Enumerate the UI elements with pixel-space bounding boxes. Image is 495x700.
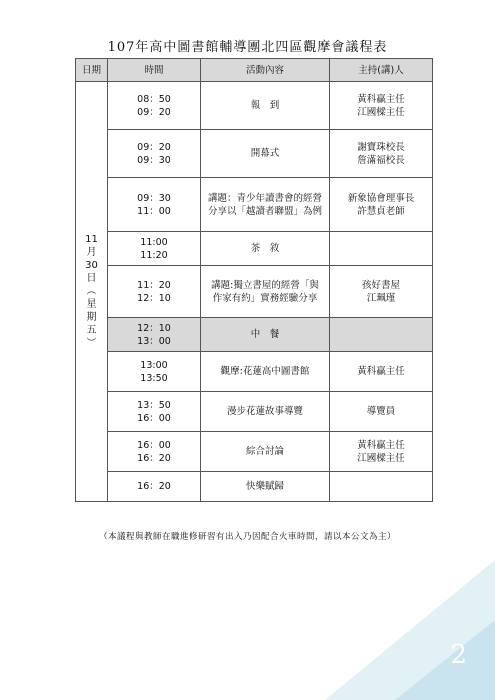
schedule-table (75, 58, 433, 502)
activity-cell: 講題:獨立書屋的經營「與 作家有約」實務經驗分享 (201, 266, 330, 318)
date-char: 日 (86, 273, 97, 284)
date-char: ︵ (86, 286, 97, 297)
table-row (76, 178, 433, 232)
host-cell: 黃科贏主任 江國樑主任 (330, 82, 433, 130)
header-host: 主持(講)人 (330, 59, 433, 82)
date-char: 期 (86, 312, 97, 323)
host-cell: 新象協會理事長 許慧貞老師 (330, 178, 433, 232)
page-number: 2 (450, 640, 467, 670)
time-cell: 16：00 16：20 (108, 432, 201, 472)
table-row (76, 82, 433, 130)
date-char: 30 (85, 260, 98, 271)
host-cell: 黃科贏主任 江國樑主任 (330, 432, 433, 472)
host-cell (330, 318, 433, 352)
activity-cell: 講題：青少年讀書會的經營 分享以「越讀者聯盟」為例 (201, 178, 330, 232)
time-cell: 12：10 13：00 (108, 318, 201, 352)
host-cell: 黃科贏主任 (330, 352, 433, 392)
time-cell: 13：50 16：00 (108, 392, 201, 432)
schedule-body (76, 82, 433, 502)
date-cell (76, 82, 108, 502)
table-row (76, 352, 433, 392)
time-cell: 11：20 12：10 (108, 266, 201, 318)
activity-cell: 報 到 (201, 82, 330, 130)
header-time: 時間 (108, 59, 201, 82)
activity-cell: 觀摩:花蓮高中圖書館 (201, 352, 330, 392)
activity-cell: 開幕式 (201, 130, 330, 178)
date-char: 月 (86, 247, 97, 258)
date-char: 五 (86, 325, 97, 336)
activity-cell: 綜合討論 (201, 432, 330, 472)
page-title: 107年高中圖書館輔導團北四區觀摩會議程表 (107, 40, 388, 55)
host-cell (330, 472, 433, 502)
table-row (76, 392, 433, 432)
time-cell: 13:00 13:50 (108, 352, 201, 392)
date-char: 11 (85, 234, 98, 245)
activity-cell: 漫步花蓮故事導覽 (201, 392, 330, 432)
time-cell: 09：30 11：00 (108, 178, 201, 232)
activity-cell: 茶 敘 (201, 232, 330, 266)
table-row (76, 232, 433, 266)
activity-cell: 中 餐 (201, 318, 330, 352)
table-header-row (76, 59, 433, 82)
host-cell: 孩好書屋 江珮瑾 (330, 266, 433, 318)
table-row (76, 130, 433, 178)
table-row (76, 472, 433, 502)
host-cell: 導覽員 (330, 392, 433, 432)
activity-cell: 快樂賦歸 (201, 472, 330, 502)
host-cell (330, 232, 433, 266)
host-cell: 謝寶珠校長 詹滿福校長 (330, 130, 433, 178)
date-char: ︶ (86, 338, 97, 349)
header-activity: 活動內容 (201, 59, 330, 82)
header-date: 日期 (76, 59, 108, 82)
table-row (76, 266, 433, 318)
time-cell: 16：20 (108, 472, 201, 502)
table-row (76, 432, 433, 472)
time-cell: 08：50 09：20 (108, 82, 201, 130)
corner-decoration (325, 560, 495, 700)
time-cell: 09：20 09：30 (108, 130, 201, 178)
date-char: 星 (86, 299, 97, 310)
time-cell: 11:00 11:20 (108, 232, 201, 266)
table-row (76, 318, 433, 352)
footnote: （本議程與教師在職進修研習有出入乃因配合火車時間，請以本公文為主） (98, 532, 396, 542)
